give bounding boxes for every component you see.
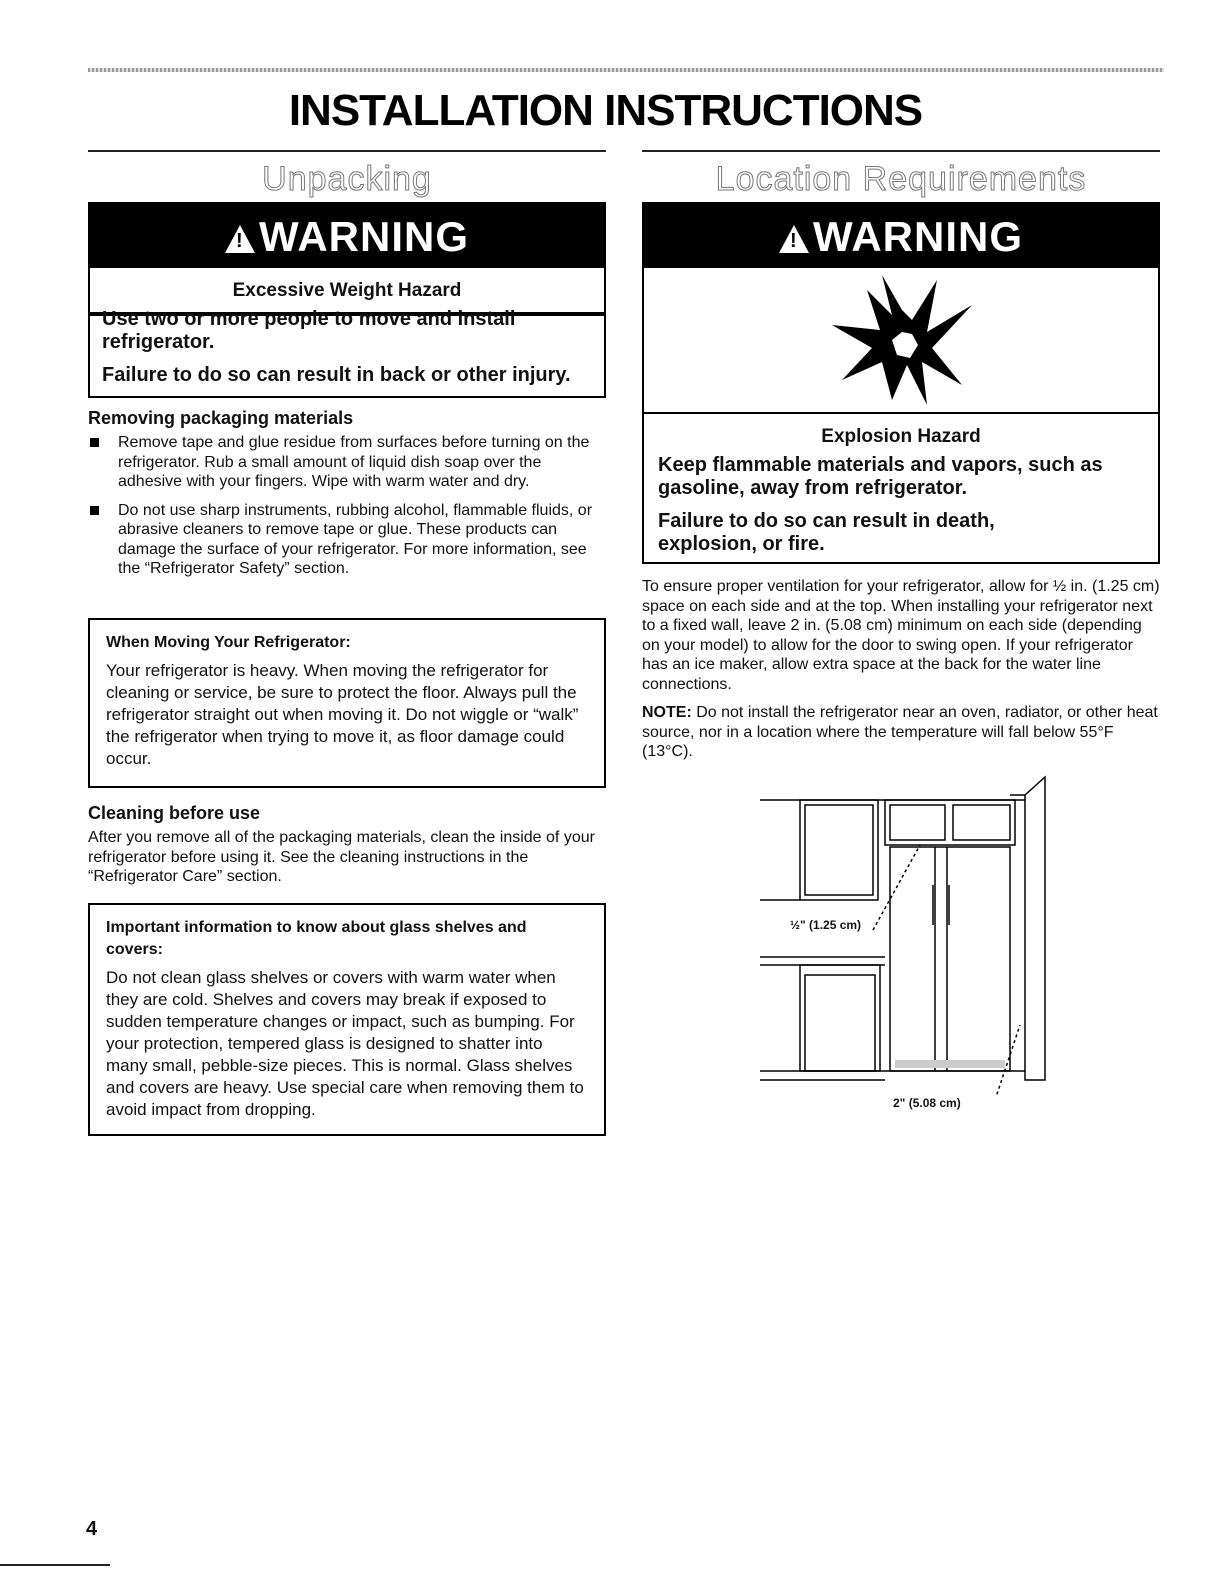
hazard-title: Excessive Weight Hazard (232, 280, 462, 301)
moving-info-box (88, 618, 606, 788)
moving-heading: When Moving Your Refrigerator: (106, 634, 351, 651)
warning-banner (90, 204, 604, 268)
warning-label: WARNING (259, 213, 469, 260)
removing-list (88, 433, 598, 588)
warning-triangle-icon (779, 225, 809, 253)
right-column-rule (642, 150, 1160, 152)
hazard-consequence: Failure to do so can result in death, explosion, or fire. (658, 510, 995, 555)
list-item: Remove tape and glue residue from surfaces before turning on the refrigerator. Rub a small amount of liquid dish soap over the adhesive with your fingers. Wipe with warm water and dry. (88, 433, 598, 492)
warning-banner (644, 204, 1158, 268)
hazard-instruction: Use two or more people to move and install refrigerator. (102, 308, 516, 353)
cleaning-heading: Cleaning before use (88, 803, 261, 823)
glass-heading: Important information to know about glass shelves and covers: (106, 919, 527, 958)
hazard-instruction: Keep flammable materials and vapors, such as gasoline, away from refrigerator. (658, 454, 1103, 499)
bullet-icon (90, 506, 99, 515)
moving-body: Your refrigerator is heavy. When moving the refrigerator for cleaning or service, be sure to protect the floor. Always pull the refrigerator straight out when moving it. Do not wiggle or “walk” the refrigerator when trying to move it, as floor damage could occur. (106, 661, 579, 768)
cleaning-body: After you remove all of the packaging materials, clean the inside of your refrigerator before using it. See the cleaning instructions in the “Refrigerator Care” section. (88, 829, 595, 885)
page-title: INSTALLATION INSTRUCTIONS (288, 86, 923, 135)
section-title-location: Location Requirements (715, 160, 1087, 198)
hazard-title: Explosion Hazard (821, 426, 981, 447)
glass-info-box (88, 903, 606, 1136)
warning-label: WARNING (813, 213, 1023, 260)
bottom-rule (0, 1564, 110, 1566)
note-paragraph (642, 703, 1160, 762)
diagram-label-bottom: 2" (5.08 cm) (893, 1096, 961, 1110)
diagram-label-top: ½" (1.25 cm) (790, 918, 862, 932)
removing-heading: Removing packaging materials (88, 408, 354, 428)
clearance-diagram (755, 775, 1055, 1095)
list-item: Do not use sharp instruments, rubbing alcohol, flammable fluids, or abrasive cleaners to remove tape or glue. These products can damage the surface of your refrigerator. For more information, see the “Refrigerator Safety” section. (88, 501, 598, 579)
note-text: Do not install the refrigerator near an oven, radiator, or other heat source, nor in a location where the temperature will fall below 55°F (13°C). (642, 704, 1158, 760)
top-dotted-rule (88, 68, 1164, 72)
warning-triangle-icon (225, 225, 255, 253)
left-column-rule (88, 150, 606, 152)
explosion-warning-box (642, 202, 1160, 564)
page-number: 4 (86, 1518, 98, 1540)
note-label: NOTE: (642, 704, 692, 721)
ventilation-text: To ensure proper ventilation for your refrigerator, allow for ½ in. (1.25 cm) space on each side and at the top. When installing your refrigerator next to a fixed wall, leave 2 in. (5.08 cm) minimum on each side (depending on your model) to allow for the door to swing open. If your refrigerator has an ice maker, allow extra space at the back for the water line connections. (642, 578, 1160, 693)
glass-body: Do not clean glass shelves or covers with warm water when they are cold. Shelves and covers may break if exposed to sudden temperature changes or impact, such as bumping. For your protection, tempered glass is designed to shatter into many small, pebble-size pieces. This is normal. Glass shelves and covers are heavy. Use special care when removing them to avoid impact from dropping. (106, 968, 584, 1119)
section-title-unpacking: Unpacking (262, 160, 432, 198)
explosion-icon (822, 270, 982, 410)
weight-warning-frame (88, 266, 606, 398)
bullet-icon (90, 438, 99, 447)
hazard-consequence: Failure to do so can result in back or other injury. (102, 364, 571, 386)
explosion-icon-panel (644, 268, 1158, 414)
